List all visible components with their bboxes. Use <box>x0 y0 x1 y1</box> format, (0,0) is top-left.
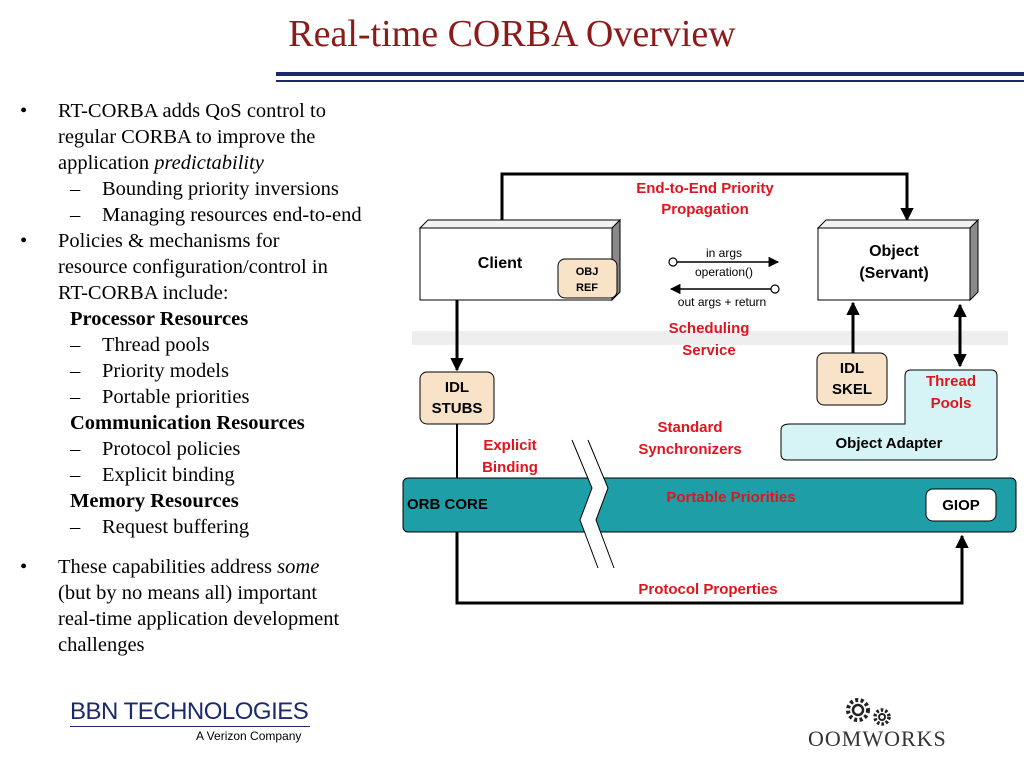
bbn-logo: BBN TECHNOLOGIES <box>70 698 309 725</box>
scheduling-service-label: Service <box>682 342 736 359</box>
idl-stubs-box <box>420 372 494 424</box>
out-args-label: out args + return <box>677 295 767 309</box>
sub-item-text: Priority models <box>102 360 229 382</box>
bullet-text: regular CORBA to improve the <box>58 126 316 148</box>
scheduling-service-label: Scheduling <box>668 320 750 337</box>
operation-label: operation() <box>694 265 754 279</box>
bullet-glyph: • <box>20 230 28 252</box>
idl-skel-label: IDL <box>839 360 865 377</box>
bullet-text: RT-CORBA include: <box>58 282 229 304</box>
bullet-glyph: • <box>20 556 28 578</box>
protocol-properties-label: Protocol Properties <box>638 581 778 598</box>
section-heading-memory: Memory Resources <box>70 490 239 512</box>
standard-synchronizers-label: Standard <box>657 419 723 436</box>
out-args-origin <box>771 285 779 293</box>
standard-synchronizers-label: Synchronizers <box>638 441 742 458</box>
object-servant-box <box>818 220 978 300</box>
dash-glyph: – <box>70 386 81 408</box>
bbn-logo-rule <box>70 726 310 727</box>
dash-glyph: – <box>70 334 81 356</box>
obj-ref-label: REF <box>576 282 598 294</box>
client-label: Client <box>477 255 523 272</box>
explicit-binding-label: Explicit <box>483 437 537 454</box>
thread-pools-label: Thread <box>925 373 977 390</box>
e2e-priority-label: Propagation <box>661 201 749 218</box>
sub-item-text: Explicit binding <box>102 464 235 486</box>
object-adapter-box <box>781 370 997 460</box>
sub-item-text: Protocol policies <box>102 438 241 460</box>
bullet-text: These capabilities address <box>58 556 278 578</box>
dash-glyph: – <box>70 516 81 538</box>
e2e-priority-label: End-to-End Priority <box>636 180 774 197</box>
bullet-text: (but by no means all) important <box>58 582 318 604</box>
sub-item-text: Portable priorities <box>102 386 250 408</box>
thread-pools-label: Pools <box>930 395 972 412</box>
bullet-text: application <box>58 152 155 174</box>
bullet-text: resource configuration/control in <box>58 256 328 278</box>
in-args-label: in args <box>705 246 743 260</box>
bullet-text: Policies & mechanisms for <box>58 230 280 252</box>
page-title: Real-time CORBA Overview <box>288 13 736 55</box>
idl-stubs-label: IDL <box>444 379 470 396</box>
dash-glyph: – <box>70 204 81 226</box>
sub-item-text: Managing resources end-to-end <box>102 204 362 226</box>
idl-stubs-label: STUBS <box>431 400 483 417</box>
orb-core-label: ORB CORE <box>407 496 488 513</box>
portable-priorities-label: Portable Priorities <box>666 489 796 506</box>
section-heading-communication: Communication Resources <box>70 412 305 434</box>
bullet-emphasis: predictability <box>154 152 264 174</box>
object-label: Object <box>869 243 919 260</box>
object-adapter-label: Object Adapter <box>835 435 943 452</box>
sub-item-text: Bounding priority inversions <box>102 178 339 200</box>
bullet-text: RT-CORBA adds QoS control to <box>58 100 326 122</box>
giop-label: GIOP <box>942 497 980 514</box>
sub-item-text: Request buffering <box>102 516 250 538</box>
dash-glyph: – <box>70 438 81 460</box>
orb-core-bar <box>403 478 1016 532</box>
bbn-logo-subtitle: A Verizon Company <box>196 729 302 743</box>
dash-glyph: – <box>70 464 81 486</box>
bullet-text: real-time application development <box>58 608 340 630</box>
dash-glyph: – <box>70 360 81 382</box>
oomworks-logo: OOMWORKS <box>808 726 947 751</box>
idl-skel-label: SKEL <box>831 381 873 398</box>
obj-ref-label: OBJ <box>575 266 599 278</box>
idl-skel-box <box>817 353 887 405</box>
bullet-emphasis: some <box>277 556 320 578</box>
bullet-text: challenges <box>58 634 145 656</box>
section-heading-processor: Processor Resources <box>70 308 249 330</box>
bullet-glyph: • <box>20 100 28 122</box>
sub-item-text: Thread pools <box>102 334 210 356</box>
obj-ref-box <box>558 259 617 298</box>
dash-glyph: – <box>70 178 81 200</box>
object-label: (Servant) <box>859 265 929 282</box>
gears-icon <box>848 700 889 724</box>
explicit-binding-label: Binding <box>482 459 538 476</box>
in-args-origin <box>669 258 677 266</box>
